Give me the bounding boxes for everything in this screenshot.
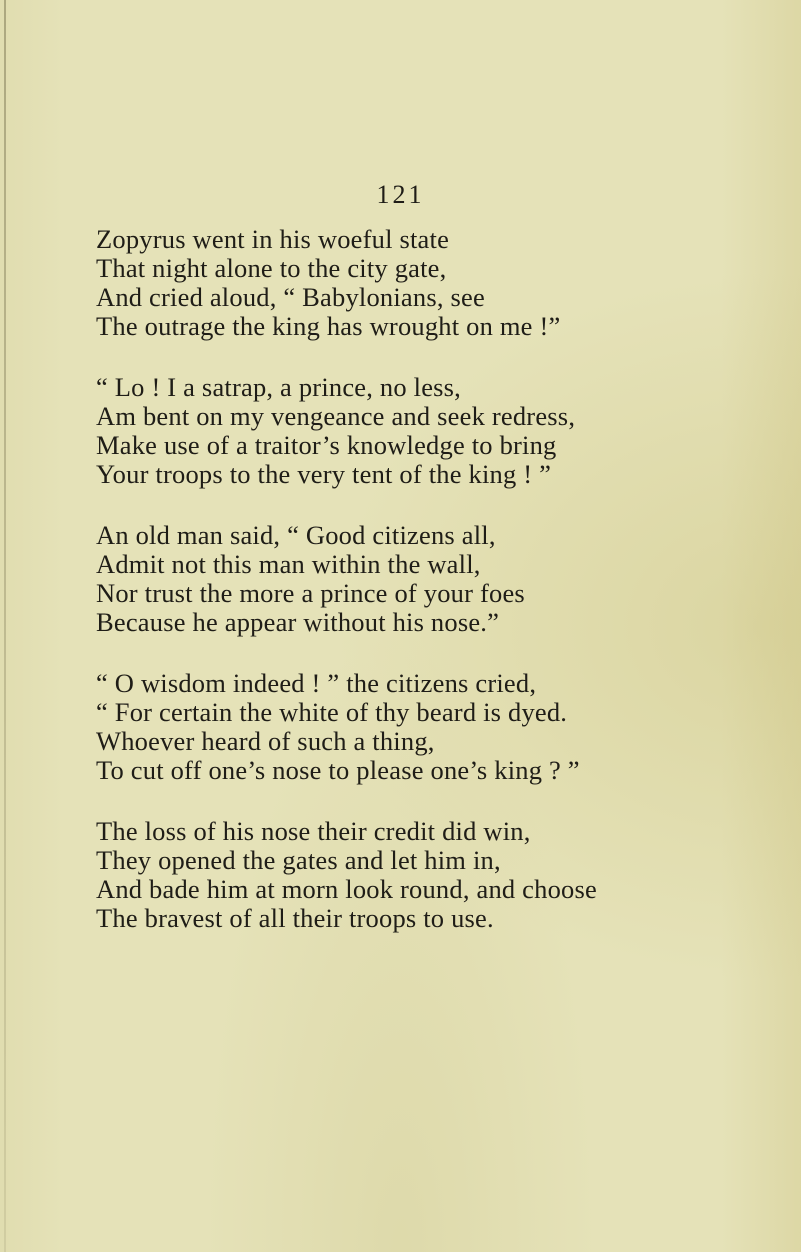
poem-line: Admit not this man within the wall, (96, 549, 481, 579)
stanza-5 (96, 817, 796, 933)
poem-line: They opened the gates and let him in, (96, 845, 501, 875)
poem-line: Your troops to the very tent of the king ! ” (96, 459, 552, 489)
poem (96, 225, 796, 965)
poem-line: Make use of a traitor’s knowledge to bring (96, 430, 557, 460)
poem-line: “ For certain the white of thy beard is dyed. (96, 697, 568, 727)
stanza-1 (96, 225, 796, 341)
poem-line: To cut off one’s nose to please one’s king ? ” (96, 755, 580, 785)
poem-line: “ O wisdom indeed ! ” the citizens cried, (96, 668, 537, 698)
poem-line: Whoever heard of such a thing, (96, 726, 435, 756)
poem-line: The outrage the king has wrought on me !” (96, 311, 561, 341)
poem-line: And bade him at morn look round, and choose (96, 874, 597, 904)
poem-line: Zopyrus went in his woeful state (96, 224, 450, 254)
poem-line: An old man said, “ Good citizens all, (96, 520, 496, 550)
poem-line: And cried aloud, “ Babylonians, see (96, 282, 485, 312)
stanza-3 (96, 521, 796, 637)
poem-line: Because he appear without his nose.” (96, 607, 500, 637)
poem-line: Am bent on my vengeance and seek redress, (96, 401, 576, 431)
poem-line: The loss of his nose their credit did win, (96, 816, 531, 846)
stanza-4 (96, 669, 796, 785)
poem-line: Nor trust the more a prince of your foes (96, 578, 525, 608)
poem-line: The bravest of all their troops to use. (96, 903, 494, 933)
poem-line: That night alone to the city gate, (96, 253, 447, 283)
page-number: 121 (376, 180, 425, 209)
stanza-2 (96, 373, 796, 489)
poem-line: “ Lo ! I a satrap, a prince, no less, (96, 372, 462, 402)
